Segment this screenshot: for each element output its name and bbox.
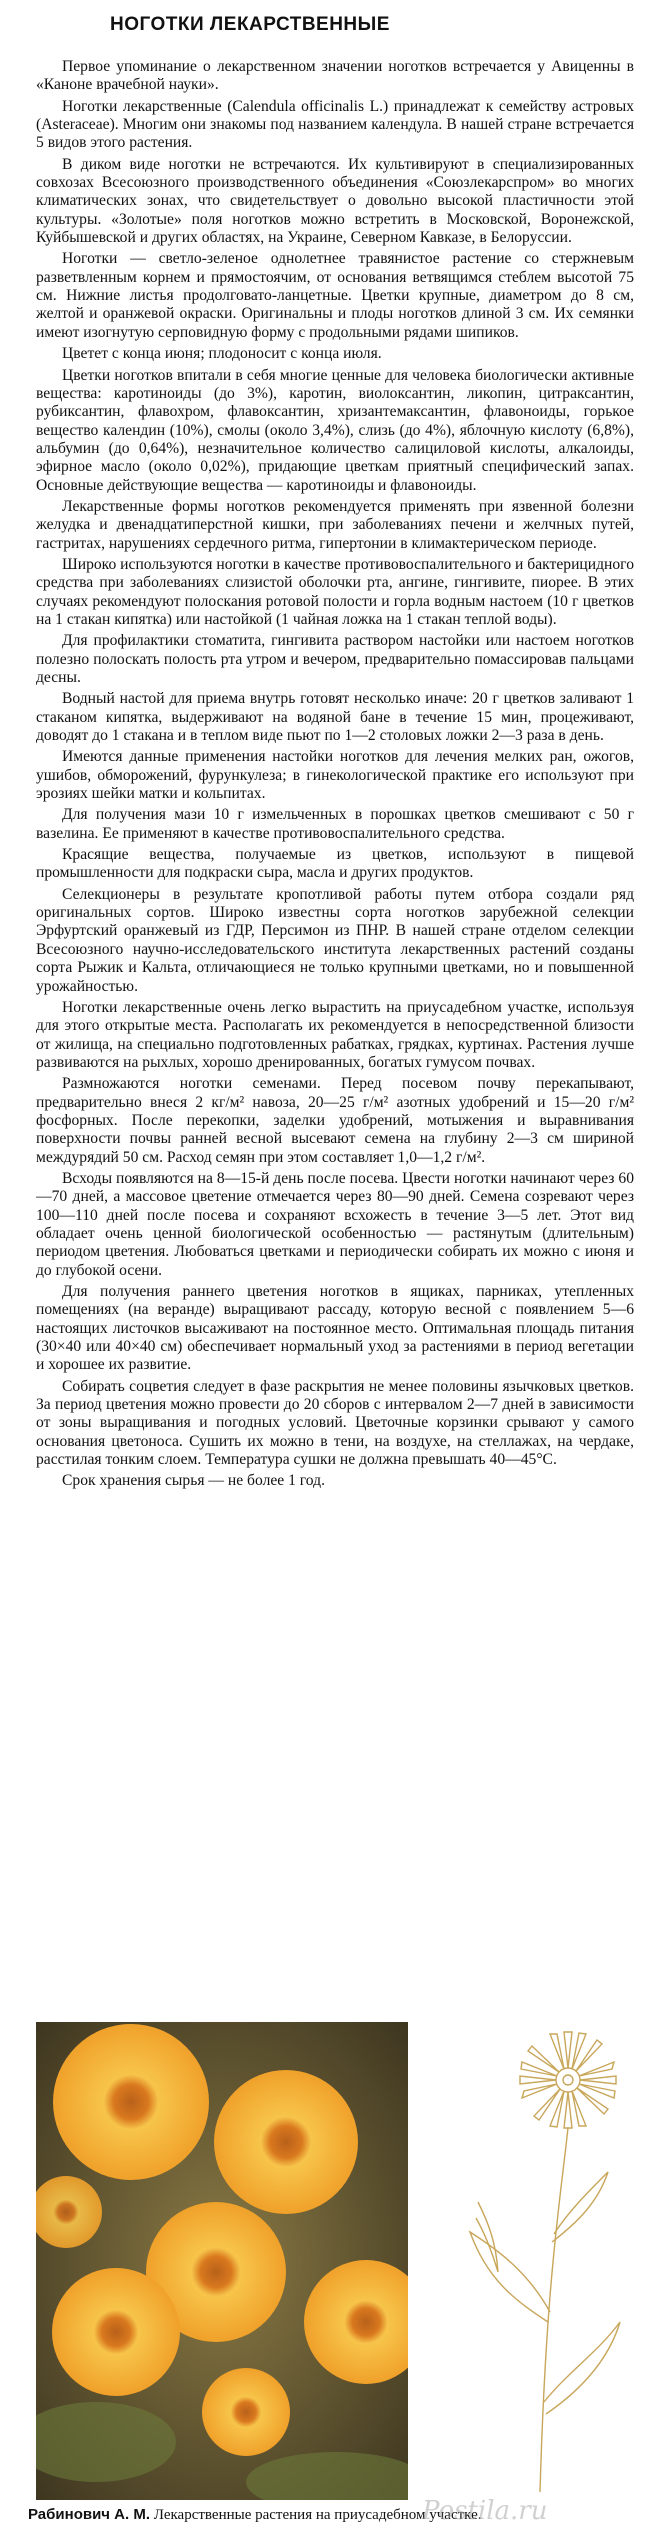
drawn-leaf (470, 2232, 550, 2322)
flower-shape (53, 2024, 209, 2180)
drawn-leaf (552, 2172, 608, 2242)
watermark: Postila.ru (422, 2496, 548, 2526)
drawn-leaf (544, 2322, 620, 2414)
illustration (36, 2022, 634, 2500)
paragraph: Красящие вещества, получаемые из цветков, используют в пищевой промышленности для подкраски сыра, масла и других продуктов. (36, 846, 634, 882)
paragraph: Для получения раннего цветения ноготков в ящиках, парниках, утепленных помещениях (на веранде) выращивают рассаду, которую весной с появлением 5—6 настоящих листочков высаживают на постоянное место. Оптимальная площадь питания (30×40 или 40×40 см) обеспечивает нормальный уход за растениями в период вегетации и хорошее их развитие. (36, 1283, 634, 1374)
paragraph: Для получения мази 10 г измельченных в порошках цветков смешивают с 50 г вазелина. Ее применяют в качестве противовоспалительного средства. (36, 806, 634, 842)
caption-book: Лекарственные растения на приусадебном участке. (153, 2507, 482, 2523)
source-caption (28, 2506, 638, 2524)
flower-shape (214, 2070, 358, 2214)
flower-shape (52, 2268, 180, 2396)
paragraph: Водный настой для приема внутрь готовят несколько иначе: 20 г цветков заливают 1 стаканом кипятка, выдерживают на водяной бане в течение 15 мин, процеживают, доводят до 1 стакана и в теплом виде пьют по 1—2 столовых ложки 2—3 раза в день. (36, 690, 634, 745)
caption-author: Рабинович А. М. (28, 2506, 151, 2523)
paragraph: Для профилактики стоматита, гингивита раствором настойки или настоем ноготков полезно полоскать полость рта утром и вечером, предварительно помассировав пальцами десны. (36, 632, 634, 686)
paragraph: Собирать соцветия следует в фазе раскрытия не менее половины язычковых цветков. За период цветения можно провести до 20 сборов с интервалом 2—7 дней в зависимости от зоны выращивания и погодных условий. Цветочные корзинки срывают у самого основания цветоноса. Сушить их можно в тени, на воздухе, на стеллажах, на чердаке, расстилая тонким слоем. Температура сушки не должна превышать 40—45°С. (36, 1377, 634, 1469)
paragraph: Первое упоминание о лекарственном значении ноготков встречается у Авиценны в «Каноне врачебной науки». (36, 58, 634, 94)
article-body (36, 58, 634, 1494)
paragraph: Ноготки лекарственные (Calendula officinalis L.) принадлежат к семейству астровых (Asteraceae). Многим они знакомы под названием календула. В нашей стране встречается 5 видов этого растения. (36, 97, 634, 152)
calendula-drawing-image (448, 2022, 634, 2500)
paragraph: Лекарственные формы ноготков рекомендуется применять при язвенной болезни желудка и двенадцатиперстной кишки, при заболеваниях печени и желчных путей, гастритах, нарушениях сердечного ритма, гипертонии в климактерическом периоде. (36, 497, 634, 552)
paragraph: Селекционеры в результате кропотливой работы путем отбора создали ряд оригинальных сортов. Широко известны сорта ноготков зарубежной селекции Эрфуртский оранжевый из ГДР, Персимон из ПНР. В нашей стране отделом селекции Всесоюзного научно-исследовательского института лекарственных растений созданы сорта Рыжик и Кальта, отличающиеся не только крупными цветками, но и повышенной урожайностью. (36, 885, 634, 995)
paragraph: Имеются данные применения настойки ноготков для лечения мелких ран, ожогов, ушибов, обморожений, фурункулеза; в гинекологической практике его используют при эрозиях шейки матки и кольпитах. (36, 748, 634, 803)
paragraph: Цветки ноготков впитали в себя многие ценные для человека биологически активные вещества: каротиноиды (до 3%), каротин, виолоксантин, ликопин, цитраксантин, рубиксантин, флавохром, флавоксантин, хризантемаксантин, флавоноиды, горькое вещество календин (10%), смолы (около 3,4%), слизь (до 4%), яблочную кислоту (6,8%), альбумин (до 0,64%), незначительное количество салициловой кислоты, алкалоиды, эфирное масло (около 0,02%), придающие цветкам приятный специфический запах. Основные действующие вещества — каротиноиды и флавоноиды. (36, 366, 634, 494)
drawn-flower (520, 2032, 616, 2128)
paragraph: Широко используются ноготки в качестве противовоспалительного и бактерицидного средства при заболеваниях слизистой оболочки рта, ангине, гингивите, пиорее. В этих случаях рекомендуют полоскания ротовой полости и горла водным настоем (10 г цветков на 1 стакан кипятка) или настойкой (1 чайная ложка на 1 стакан теплой воды). (36, 555, 634, 628)
drawn-stem (540, 2128, 568, 2492)
calendula-photo (36, 2022, 408, 2500)
paragraph: В диком виде ноготки не встречаются. Их культивируют в специализированных совхозах Всесоюзного производственного объединения «Союзлекарспром» во многих климатических зонах, что свидетельствует о довольно высокой пластичности этой культуры. «Золотые» поля ноготков можно встретить в Московской, Воронежской, Куйбышевской и других областях, на Украине, Северном Кавказе, в Белоруссии. (36, 155, 634, 247)
paragraph: Размножаются ноготки семенами. Перед посевом почву перекапывают, предварительно внеся 2 кг/м² навоза, 20—25 г/м² азотных удобрений и 15—20 г/м² фосфорных. После перекопки, заделки удобрений, мотыжения и выравнивания поверхности почвы ранней весной высевают семена на глубину 2—3 см шириной междурядий 50 см. Расход семян при этом составляет 1,0—1,2 г/м². (36, 1075, 634, 1166)
calendula-photo-image (36, 2022, 408, 2500)
paragraph: Всходы появляются на 8—15-й день после посева. Цвести ноготки начинают через 60—70 дней, а массовое цветение отмечается через 80—90 дней. Семена созревают через 100—110 дней после посева и сохраняют всхожесть в течение 3—5 лет. Этот вид обладает очень ценной биологической особенностью — растянутым (длительным) периодом цветения. Любоваться цветками и периодически собирать их можно с июня и до глубокой осени. (36, 1169, 634, 1279)
paragraph: Срок хранения сырья — не более 1 год. (62, 1472, 325, 1490)
flower-shape (202, 2368, 290, 2456)
paragraph: Ноготки лекарственные очень легко вырастить на приусадебном участке, используя для этого открытые места. Располагать их рекомендуется в непосредственной близости от жилища, на специально подготовленных рабатках, грядках, куртинах. Растения лучше развиваются на рыхлых, хорошо дренированных, богатых гумусом почвах. (36, 998, 634, 1071)
calendula-drawing (448, 2022, 634, 2500)
article-title: НОГОТКИ ЛЕКАРСТВЕННЫЕ (110, 14, 390, 35)
drawn-seed (476, 2202, 498, 2272)
paragraph: Ноготки — светло-зеленое однолетнее травянистое растение со стержневым разветвленным корнем и прямостоячим, от основания ветвящимся стеблем высотой 75 см. Нижние листья продолговато-ланцетные. Цветки крупные, диаметром до 8 см, желтой и оранжевой окраски. Оригинальны и плоды ноготков длиной 3 см. Их семянки имеют изогнутую серповидную форму с продольными рядами шипиков. (36, 250, 634, 341)
paragraph: Цветет с конца июня; плодоносит с конца июля. (62, 345, 382, 363)
